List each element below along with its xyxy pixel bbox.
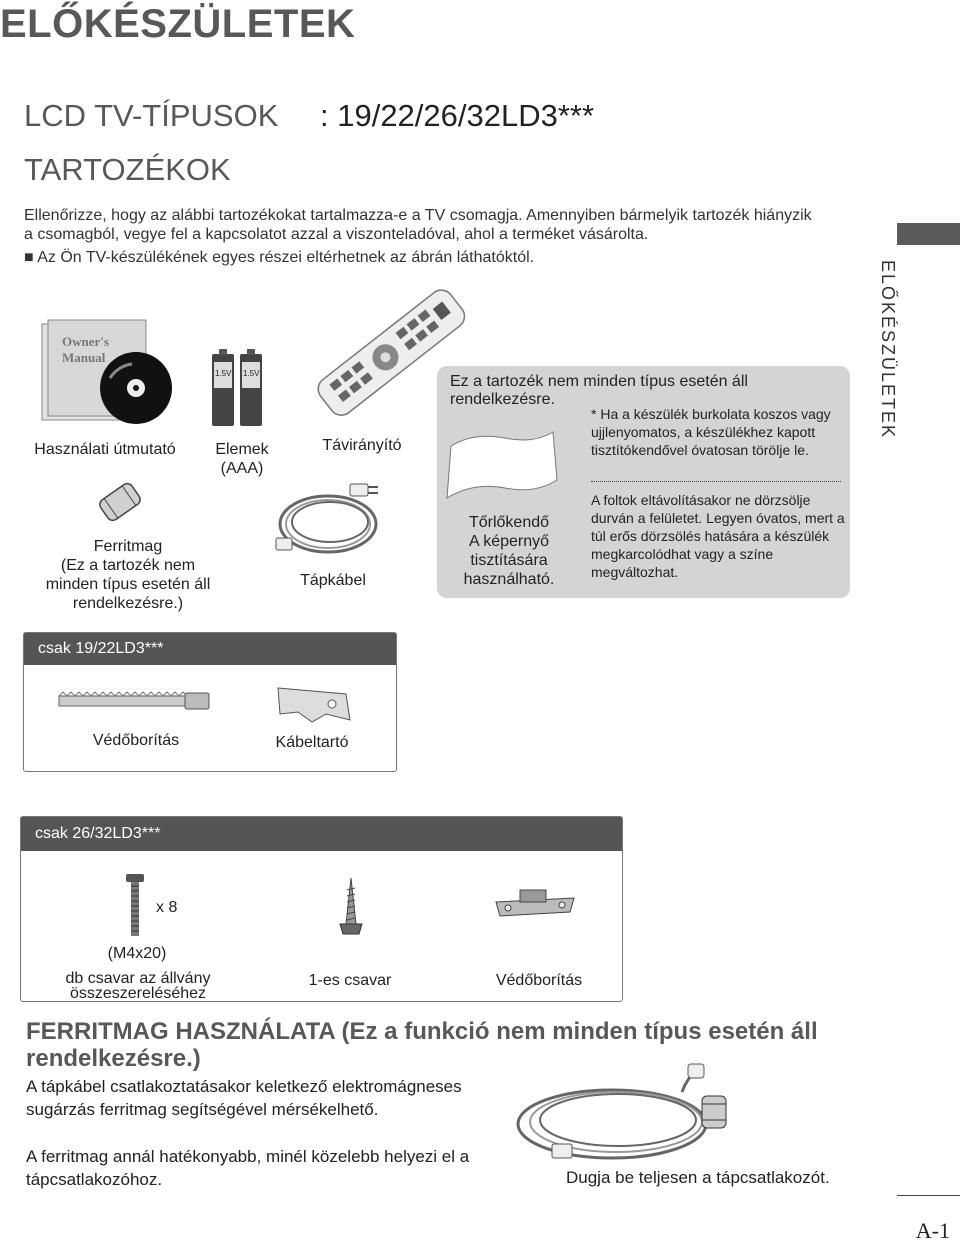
- power-cable-illustration: [272, 478, 392, 560]
- cloth-label: Tőrlőkendő A képernyő tisztítására használható.: [463, 514, 555, 588]
- screw-size: (M4x20): [107, 945, 167, 962]
- cloth-note-divider: [591, 481, 841, 482]
- cloth-note-2: A foltok eltávolításakor ne dörzsölje durván a felületet. Legyen óvatos, mert a túl erős dörzsölés hatására a készülék megkarcolódhat vagy a színe megváltozhat.: [591, 492, 845, 580]
- page-number: A-1: [915, 1218, 950, 1243]
- stand-screw-illustration: [124, 872, 146, 938]
- ferrite-label: Ferritmag (Ez a tartozék nem minden típus esetén áll rendelkezésre.): [45, 538, 211, 612]
- manual-cover-line1: Owner's: [62, 334, 109, 349]
- single-screw-illustration: [338, 874, 364, 938]
- note-text: ■ Az Ön TV-készülékének egyes részei eltérhetnek az ábrán láthatóktól.: [24, 249, 535, 266]
- protective-cover-26-illustration: [490, 880, 580, 926]
- ferrite-usage-paragraph-2: A ferritmag annál hatékonyabb, minél közelebb helyezi el a tápcsatlakozóhoz.: [26, 1147, 470, 1189]
- batteries-label: Elemek (AAA): [215, 441, 269, 477]
- protective-cover-19-illustration: [55, 688, 217, 714]
- screw-count: x 8: [156, 899, 178, 916]
- cable-holder-label: Kábeltartó: [275, 734, 349, 751]
- ferrite-usage-paragraph-1: A tápkábel csatlakoztatásakor keletkező elektromágneses sugárzás ferritmag segítségével mérsékelhető.: [26, 1077, 462, 1119]
- ferrite-usage-heading: FERRITMAG HASZNÁLATA (Ez a funkció nem minden típus esetén áll rendelkezésre.): [26, 1018, 818, 1072]
- batteries-illustration: [208, 348, 268, 428]
- model-heading-value: : 19/22/26/32LD3***: [320, 98, 595, 133]
- single-screw-label: 1-es csavar: [308, 972, 392, 989]
- stand-screw-label: db csavar az állvány összeszereléséhez: [65, 970, 211, 1002]
- manual-label: Használati útmutató: [34, 441, 176, 458]
- plug-caption: Dugja be teljesen a tápcsatlakozót.: [566, 1168, 830, 1187]
- power-cable-label: Tápkábel: [300, 572, 366, 589]
- page-number-rule: [897, 1195, 960, 1196]
- page-title: ELŐKÉSZÜLETEK: [0, 2, 356, 46]
- ferrite-on-cable-illustration: [512, 1062, 742, 1166]
- model-heading-prefix: LCD TV-TÍPUSOK: [24, 98, 279, 133]
- cloth-illustration: [443, 422, 563, 506]
- manual-illustration: [40, 318, 180, 428]
- section-title: TARTOZÉKOK: [24, 152, 231, 187]
- cable-holder-illustration: [272, 680, 356, 726]
- manual-cover-line2: Manual: [62, 350, 106, 365]
- side-tab-bar: [897, 223, 960, 245]
- box-26-32-header: csak 26/32LD3***: [21, 817, 622, 851]
- cloth-note-1: * Ha a készülék burkolata koszos vagy ujjlenyomatos, a készülékhez kapott tisztítókendővel óvatosan törölje le.: [591, 406, 831, 458]
- protective-cover-26-label: Védőborítás: [495, 972, 583, 989]
- battery-label-1: 1.5V: [215, 369, 232, 378]
- ferrite-illustration: [95, 476, 145, 528]
- remote-label: Távirányító: [322, 437, 402, 454]
- protective-cover-19-label: Védőborítás: [92, 732, 180, 749]
- side-tab-label: ELŐKÉSZÜLETEK: [878, 260, 898, 440]
- box-19-22-header: csak 19/22LD3***: [24, 633, 396, 665]
- cloth-panel-title: Ez a tartozék nem minden típus esetén áll rendelkezésre.: [450, 373, 748, 408]
- intro-text: Ellenőrizze, hogy az alábbi tartozékokat tartalmazza-e a TV csomagja. Amennyiben bármelyik tartozék hiányzik a csomagból, vegye fel a kapcsolatot azzal a viszonteladóval, ahol a terméket vásárolta.: [24, 207, 812, 243]
- battery-label-2: 1.5V: [243, 369, 260, 378]
